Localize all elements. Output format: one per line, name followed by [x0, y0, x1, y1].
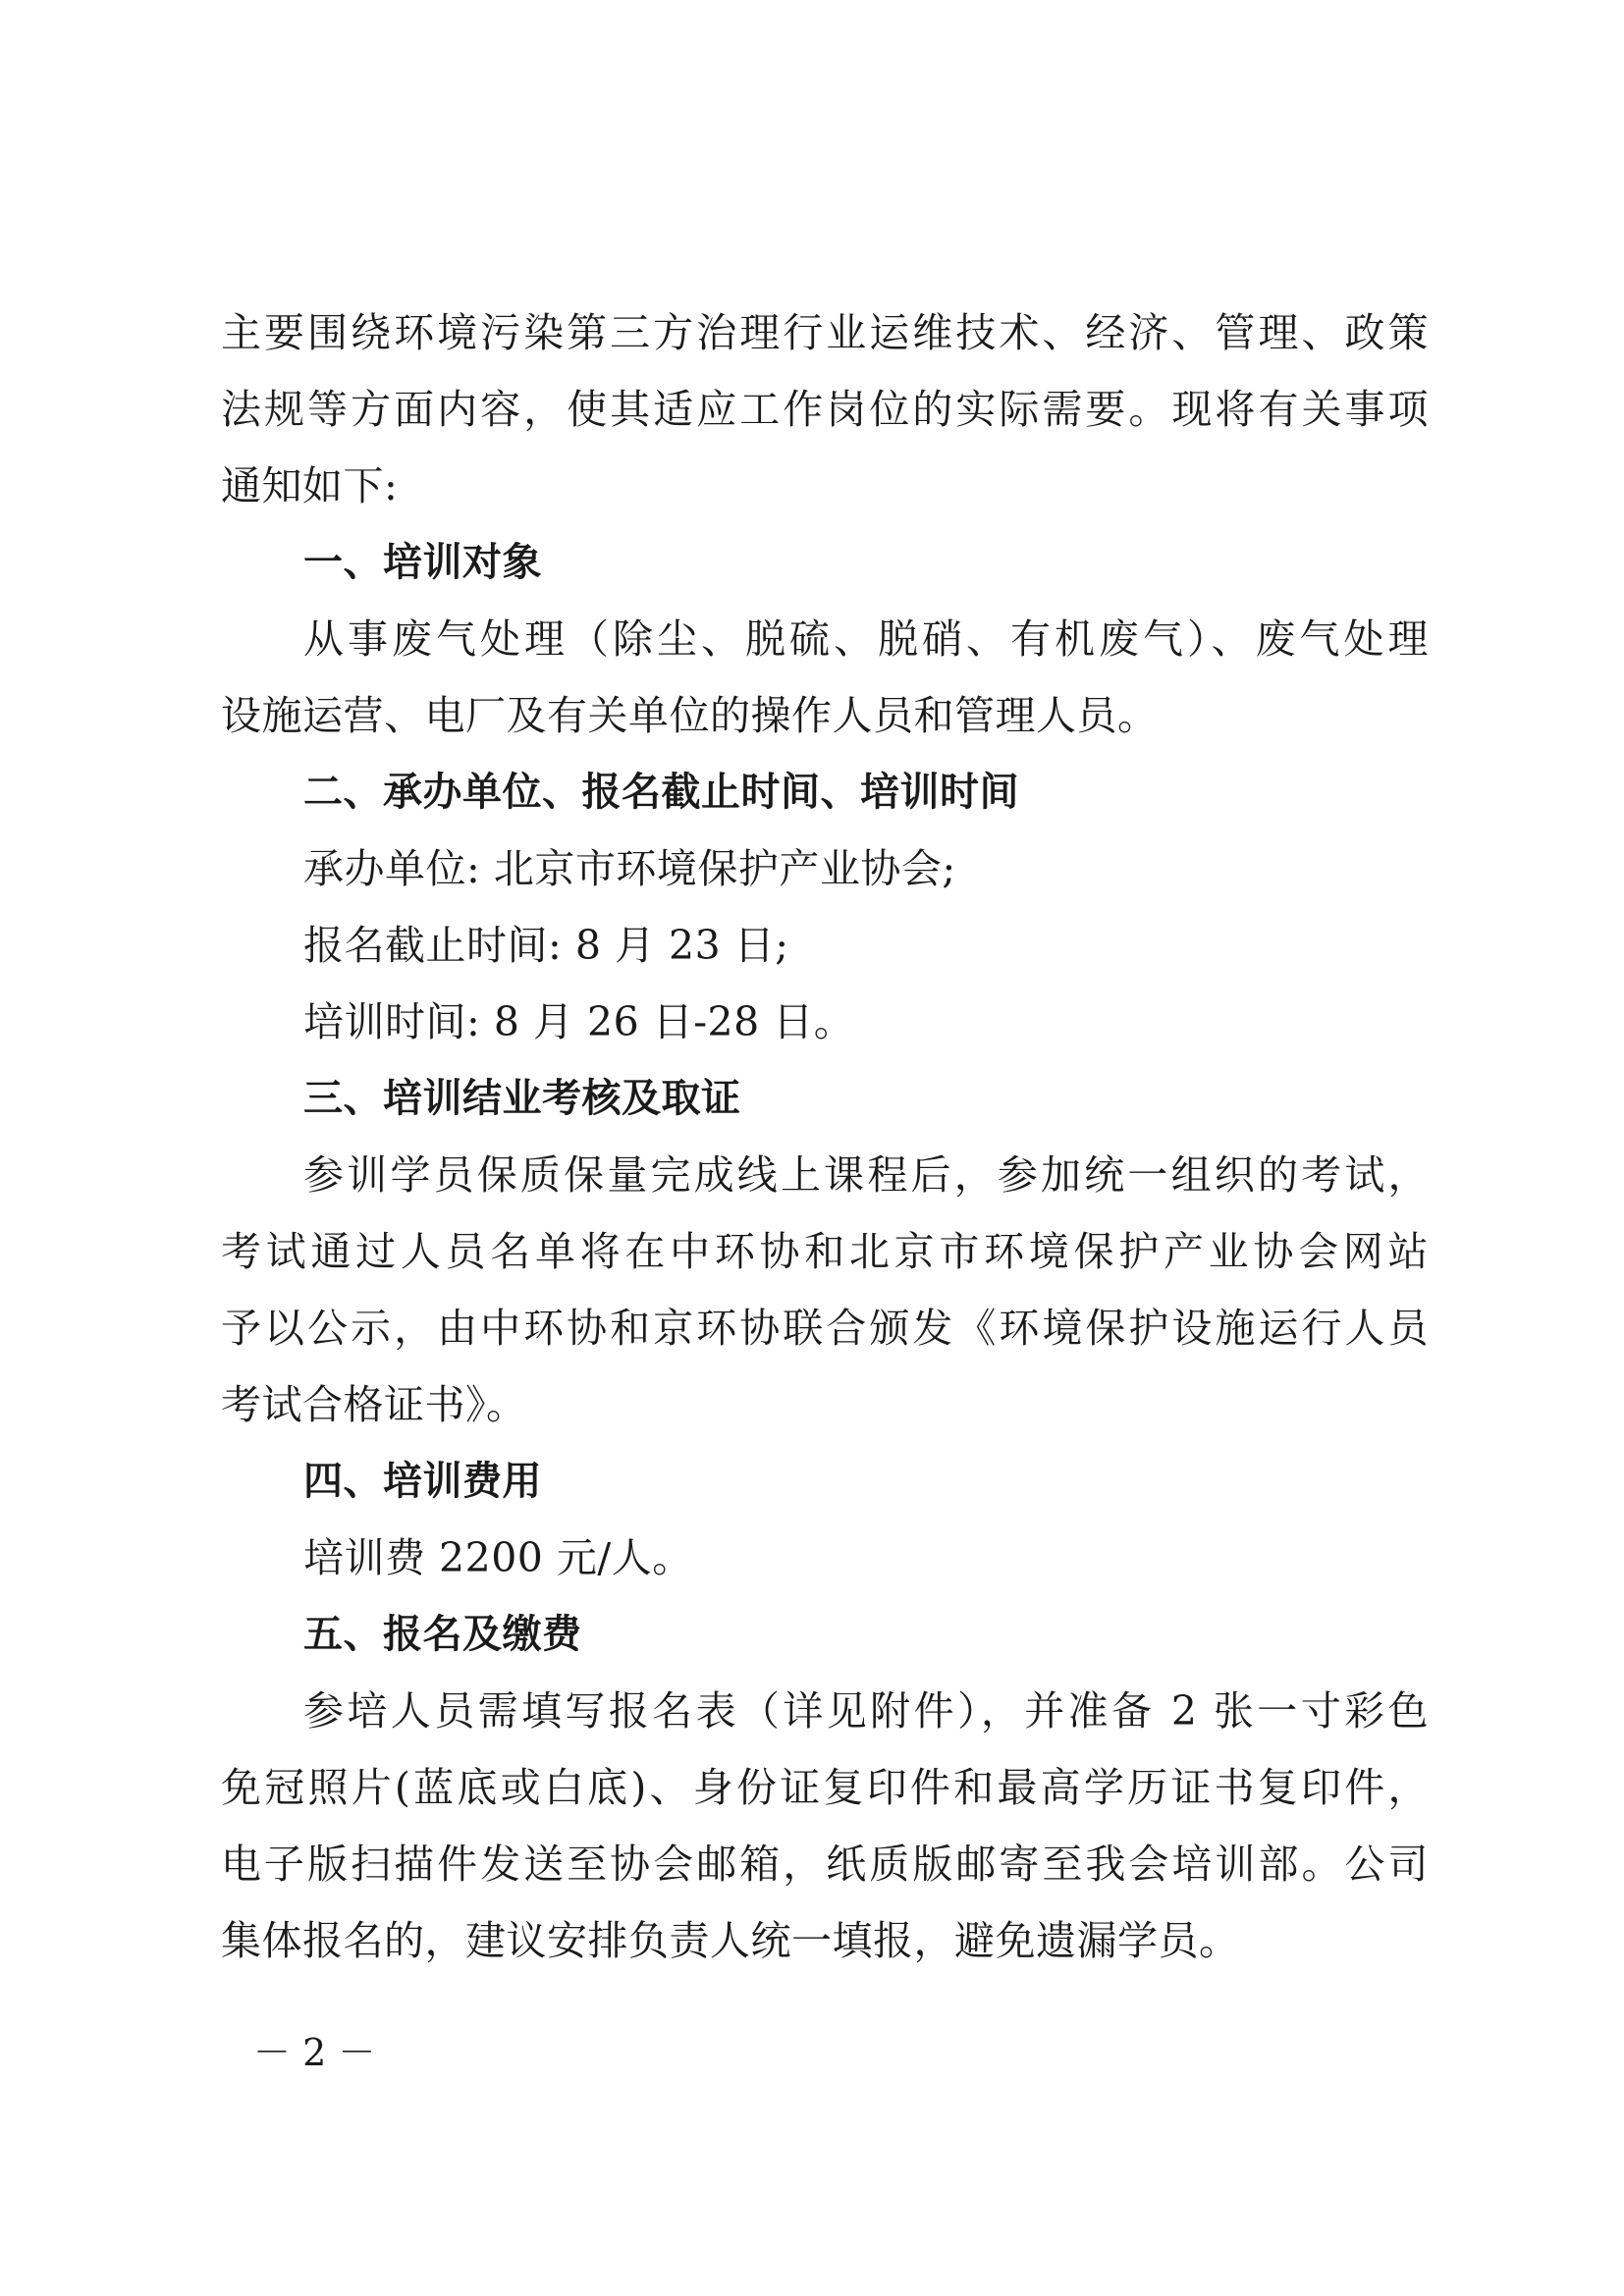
section-2-heading: 二、承办单位、报名截止时间、培训时间 — [303, 770, 1019, 815]
section-3-line-1: 参训学员保质保量完成线上课程后，参加统一组织的考试， — [303, 1151, 1429, 1199]
document-body — [221, 294, 1429, 1979]
section-4-fee: 培训费 2200 元/人。 — [303, 1534, 693, 1581]
section-3-line-2: 考试通过人员名单将在中环协和北京市环境保护产业协会网站 — [221, 1228, 1429, 1275]
intro-line-2: 法规等方面内容，使其适应工作岗位的实际需要。现将有关事项 — [221, 386, 1429, 433]
section-3-line-3: 予以公示，由中环协和京环协联合颁发《环境保护设施运行人员 — [221, 1305, 1429, 1352]
section-2-organizer: 承办单位: 北京市环境保护产业协会; — [303, 845, 956, 892]
section-1-line-2: 设施运营、电厂及有关单位的操作人员和管理人员。 — [221, 692, 1159, 739]
intro-line-1: 主要围绕环境污染第三方治理行业运维技术、经济、管理、政策 — [221, 309, 1429, 356]
section-4-heading: 四、培训费用 — [303, 1459, 542, 1504]
section-1-line-1: 从事废气处理（除尘、脱硫、脱硝、有机废气）、废气处理 — [303, 615, 1429, 663]
section-5-line-2: 免冠照片(蓝底或白底)、身份证复印件和最高学历证书复印件， — [221, 1764, 1429, 1811]
section-3-heading: 三、培训结业考核及取证 — [303, 1076, 741, 1121]
section-2-deadline: 报名截止时间: 8 月 23 日; — [303, 922, 789, 969]
section-5-heading: 五、报名及缴费 — [303, 1612, 582, 1657]
intro-line-3: 通知如下: — [221, 462, 399, 509]
section-5-line-4: 集体报名的，建议安排负责人统一填报，避免遗漏学员。 — [221, 1917, 1240, 1964]
section-3-line-4: 考试合格证书》。 — [221, 1381, 527, 1428]
section-2-training-time: 培训时间: 8 月 26 日-28 日。 — [303, 998, 855, 1045]
section-1-heading: 一、培训对象 — [303, 540, 542, 585]
section-5-line-1: 参培人员需填写报名表（详见附件），并准备 2 张一寸彩色 — [303, 1687, 1429, 1735]
section-5-line-3: 电子版扫描件发送至协会邮箱，纸质版邮寄至我会培训部。公司 — [221, 1841, 1429, 1888]
page-number: － 2 － — [253, 2031, 376, 2074]
